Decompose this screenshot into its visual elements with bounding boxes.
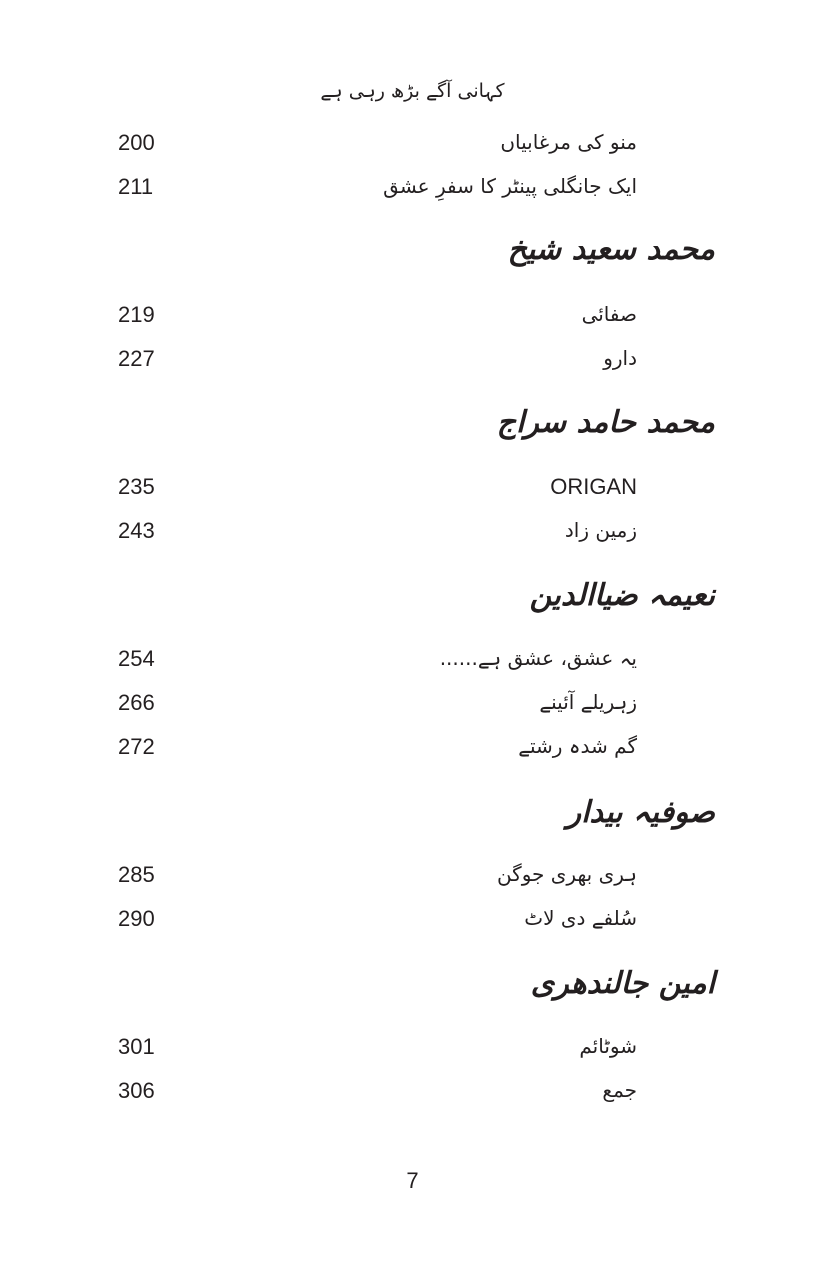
- toc-story-title: منو کی مرغابیاں: [500, 130, 637, 154]
- toc-entry[interactable]: [0, 338, 825, 378]
- running-header: کہانی آگے بڑھ رہی ہے: [320, 80, 505, 102]
- toc-entry[interactable]: [0, 682, 825, 722]
- toc-story-title: صفائی: [581, 302, 637, 326]
- author-heading: نعیمہ ضیاالدین: [529, 578, 715, 613]
- toc-page-number: 254: [118, 646, 155, 671]
- toc-entry[interactable]: [0, 294, 825, 334]
- toc-entry[interactable]: [0, 638, 825, 678]
- toc-page-number: 272: [118, 734, 155, 759]
- toc-page-number: 243: [118, 518, 155, 543]
- toc-story-title: ORIGAN: [550, 474, 637, 499]
- toc-story-title: گم شدہ رشتے: [518, 734, 637, 758]
- toc-story-title: جمع: [602, 1078, 637, 1102]
- toc-story-title: شوٹائم: [579, 1034, 637, 1058]
- toc-entry[interactable]: [0, 854, 825, 894]
- author-heading: محمد حامد سراج: [496, 405, 715, 440]
- toc-page-number: 235: [118, 474, 155, 499]
- toc-page-number: 306: [118, 1078, 155, 1103]
- author-heading: محمد سعید شیخ: [507, 232, 715, 267]
- toc-story-title: دارو: [603, 346, 637, 370]
- toc-entry[interactable]: [0, 1026, 825, 1066]
- toc-page-number: 219: [118, 302, 155, 327]
- author-heading: صوفیہ بیدار: [566, 795, 715, 830]
- toc-story-title: یہ عشق، عشق ہے......: [439, 646, 637, 670]
- toc-entry[interactable]: [0, 1070, 825, 1110]
- toc-story-title: ہری بھری جوگن: [496, 862, 637, 886]
- toc-page-number: 285: [118, 862, 155, 887]
- toc-page-number: 211: [118, 174, 154, 199]
- toc-entry[interactable]: [0, 122, 825, 162]
- toc-entry[interactable]: [0, 510, 825, 550]
- toc-entry[interactable]: [0, 898, 825, 938]
- toc-page-number: 301: [118, 1034, 155, 1059]
- toc-story-title: ایک جانگلی پینٹر کا سفرِ عشق: [383, 174, 637, 198]
- toc-page-number: 266: [118, 690, 155, 715]
- toc-story-title: زہریلے آئینے: [539, 690, 637, 714]
- toc-story-title: سُلفے دی لاٹ: [524, 906, 637, 930]
- toc-entry[interactable]: [0, 726, 825, 766]
- toc-page-number: 200: [118, 130, 155, 155]
- author-heading: امین جالندھری: [530, 966, 715, 1001]
- page-number: 7: [406, 1168, 419, 1193]
- toc-story-title: زمین زاد: [564, 518, 637, 542]
- toc-entry[interactable]: [0, 466, 825, 506]
- toc-entry[interactable]: [0, 166, 825, 206]
- toc-page-number: 290: [118, 906, 155, 931]
- toc-page-number: 227: [118, 346, 155, 371]
